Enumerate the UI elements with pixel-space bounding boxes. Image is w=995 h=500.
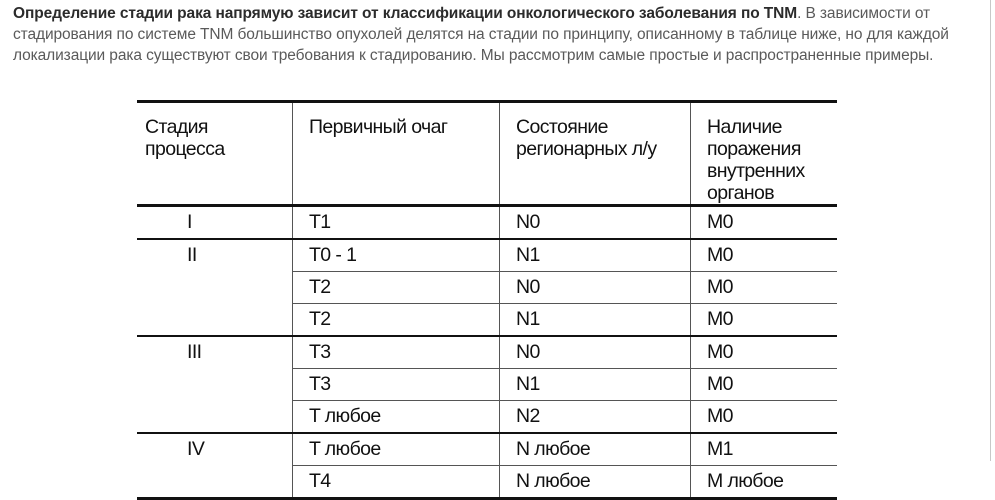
table-row (137, 304, 837, 337)
stage-cell (137, 369, 293, 401)
n-cell: N1 (500, 369, 691, 401)
header-metastasis: Наличие поражения внутренних органов (691, 102, 838, 206)
n-cell: N0 (500, 206, 691, 240)
table-row (137, 466, 837, 499)
t-cell: T3 (293, 336, 500, 369)
intro-paragraph (13, 3, 978, 66)
n-cell: N любое (500, 433, 691, 466)
t-cell: T4 (293, 466, 500, 499)
m-cell: M1 (691, 433, 838, 466)
m-cell: M0 (691, 206, 838, 240)
stage-cell: I (137, 206, 293, 240)
header-primary-tumor: Первичный очаг (293, 102, 500, 206)
n-cell: N1 (500, 239, 691, 272)
n-cell: N любое (500, 466, 691, 499)
t-cell: T3 (293, 369, 500, 401)
m-cell: M0 (691, 369, 838, 401)
m-cell: M0 (691, 272, 838, 304)
stage-cell (137, 401, 293, 434)
table-row (137, 336, 837, 369)
m-cell: M0 (691, 336, 838, 369)
m-cell: M любое (691, 466, 838, 499)
table-row (137, 272, 837, 304)
table-row (137, 401, 837, 434)
n-cell: N0 (500, 272, 691, 304)
table-row (137, 369, 837, 401)
m-cell: M0 (691, 304, 838, 337)
t-cell: T любое (293, 401, 500, 434)
t-cell: T1 (293, 206, 500, 240)
stage-cell: II (187, 244, 197, 266)
table-header-row (137, 102, 837, 206)
table-row (137, 239, 837, 272)
stage-cell (137, 272, 293, 304)
n-cell: N0 (500, 336, 691, 369)
n-cell: N1 (500, 304, 691, 337)
stage-cell: III (187, 341, 202, 363)
intro-text: . В зависимости от стадирования по системе TNM большинство опухолей делятся на стадии по принципу, описанному в таблице ниже, но для каждой локализации рака существуют свои требования к стадированию. Мы рассмотрим самые простые и распространенные примеры. (13, 5, 949, 64)
t-cell: T2 (293, 272, 500, 304)
intro-bold-text: Определение стадии рака напрямую зависит от классификации онкологического заболевания по TNM (13, 5, 798, 22)
header-lymph-nodes: Состояние регионарных л/у (500, 102, 691, 206)
t-cell: T любое (293, 433, 500, 466)
stage-cell (137, 304, 293, 337)
tnm-staging-table-image (119, 92, 862, 492)
header-stage: Стадия процесса (145, 116, 225, 160)
table-row (137, 206, 837, 240)
n-cell: N2 (500, 401, 691, 434)
page-right-border (990, 0, 991, 461)
t-cell: T0 - 1 (293, 239, 500, 272)
m-cell: M0 (691, 239, 838, 272)
t-cell: T2 (293, 304, 500, 337)
stage-cell (137, 466, 293, 499)
stage-cell: IV (187, 438, 205, 460)
m-cell: M0 (691, 401, 838, 434)
tnm-staging-table (137, 100, 837, 500)
